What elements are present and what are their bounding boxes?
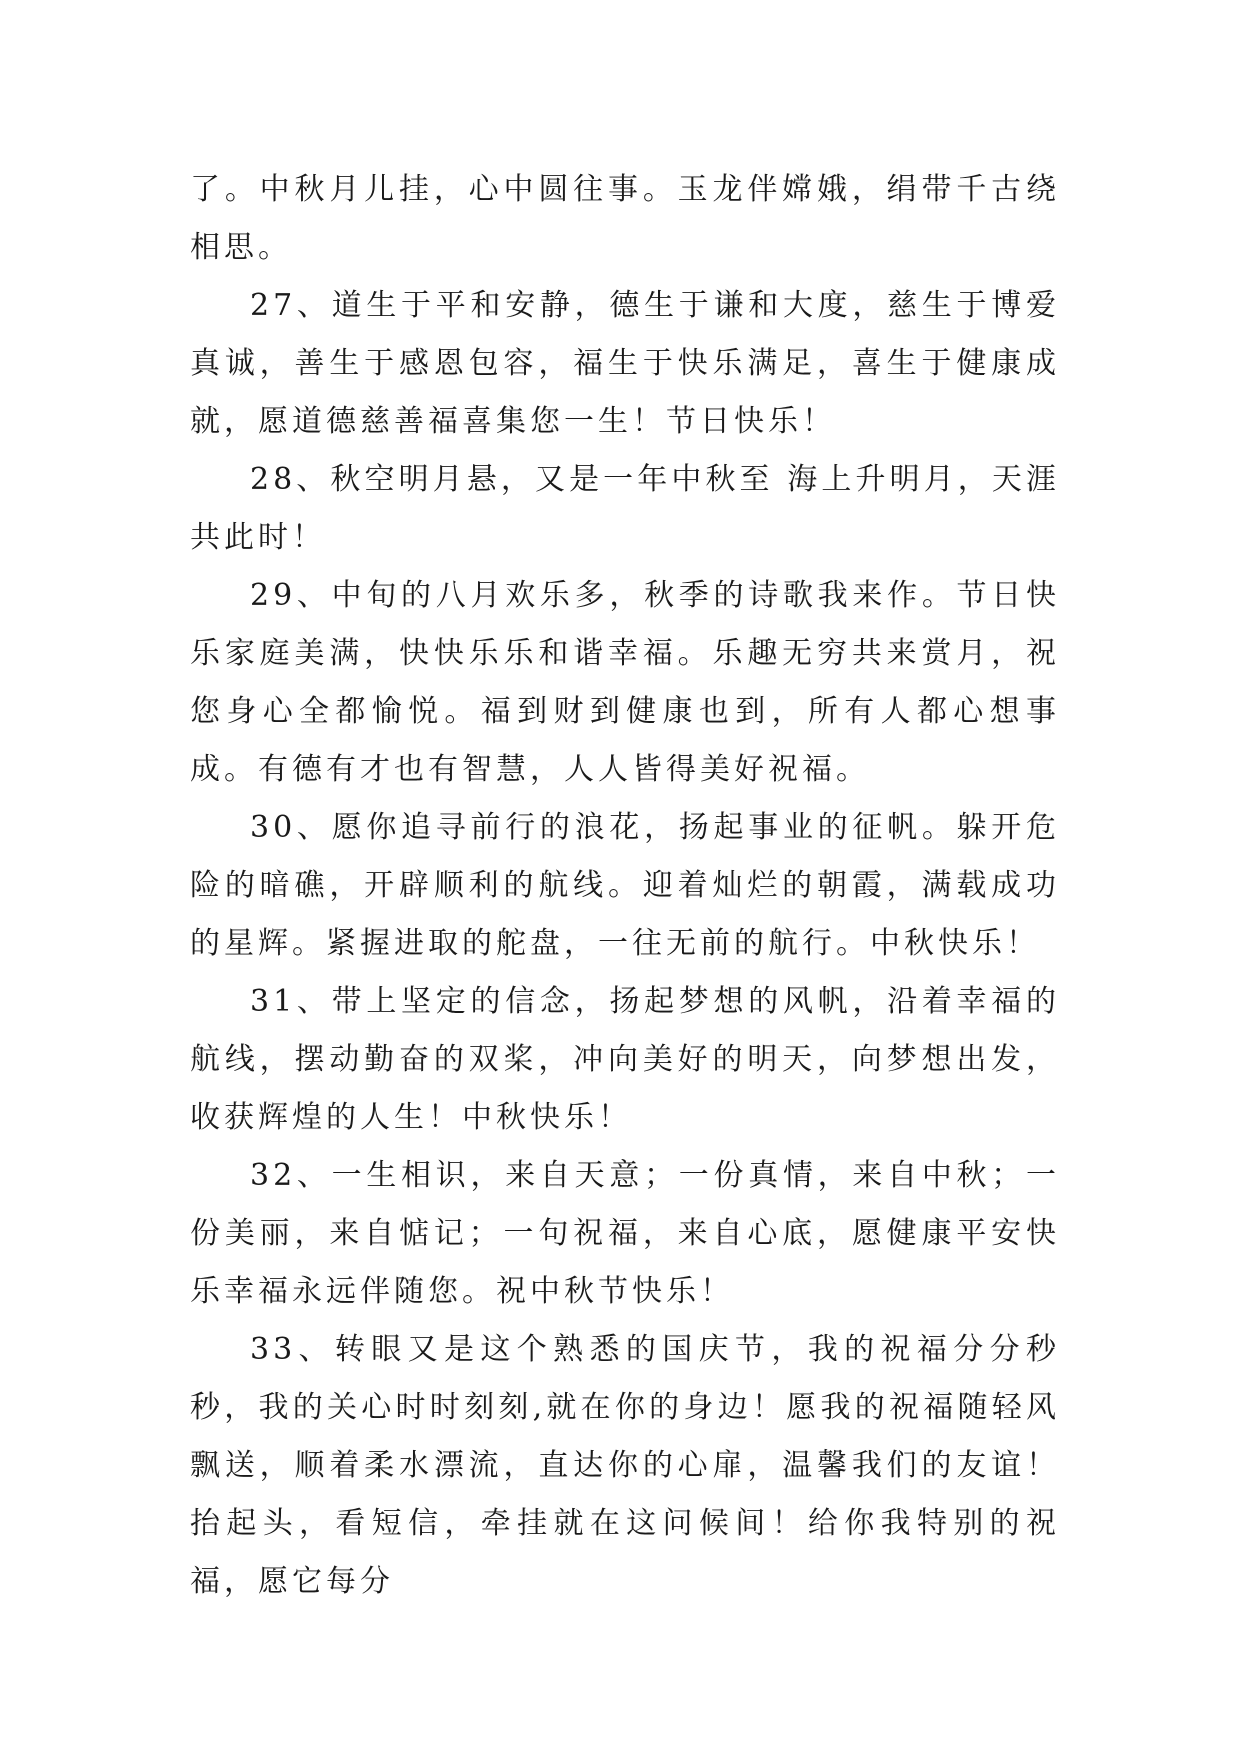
paragraph-29: 29、中旬的八月欢乐多，秋季的诗歌我来作。节日快乐家庭美满，快快乐乐和谐幸福。乐趣无穷共来赏月，祝您身心全都愉悦。福到财到健康也到，所有人都心想事成。有德有才也有智慧，人人皆得美好祝福。 bbox=[190, 578, 1060, 787]
document-body bbox=[190, 161, 1060, 1611]
paragraph-33: 33、转眼又是这个熟悉的国庆节，我的祝福分分秒秒，我的关心时时刻刻,就在你的身边！愿我的祝福随轻风飘送，顺着柔水漂流，直达你的心扉，温馨我们的友谊！抬起头，看短信，牵挂就在这问候间！给你我特别的祝福，愿它每分 bbox=[190, 1332, 1060, 1599]
paragraph-30: 30、愿你追寻前行的浪花，扬起事业的征帆。躲开危险的暗礁，开辟顺利的航线。迎着灿烂的朝霞，满载成功的星辉。紧握进取的舵盘，一往无前的航行。中秋快乐！ bbox=[190, 810, 1060, 961]
paragraph-27: 27、道生于平和安静，德生于谦和大度，慈生于博爱真诚，善生于感恩包容，福生于快乐满足，喜生于健康成就，愿道德慈善福喜集您一生！节日快乐！ bbox=[190, 288, 1060, 439]
paragraph-28: 28、秋空明月悬，又是一年中秋至 海上升明月，天涯共此时！ bbox=[190, 462, 1060, 555]
paragraph-32: 32、一生相识，来自天意；一份真情，来自中秋；一份美丽，来自惦记；一句祝福，来自心底，愿健康平安快乐幸福永远伴随您。祝中秋节快乐！ bbox=[190, 1158, 1060, 1309]
paragraph-continuation: 了。中秋月儿挂，心中圆往事。玉龙伴嫦娥，绢带千古绕相思。 bbox=[190, 172, 1060, 265]
paragraph-31: 31、带上坚定的信念，扬起梦想的风帆，沿着幸福的航线，摆动勤奋的双桨，冲向美好的明天，向梦想出发，收获辉煌的人生！中秋快乐！ bbox=[190, 984, 1060, 1135]
